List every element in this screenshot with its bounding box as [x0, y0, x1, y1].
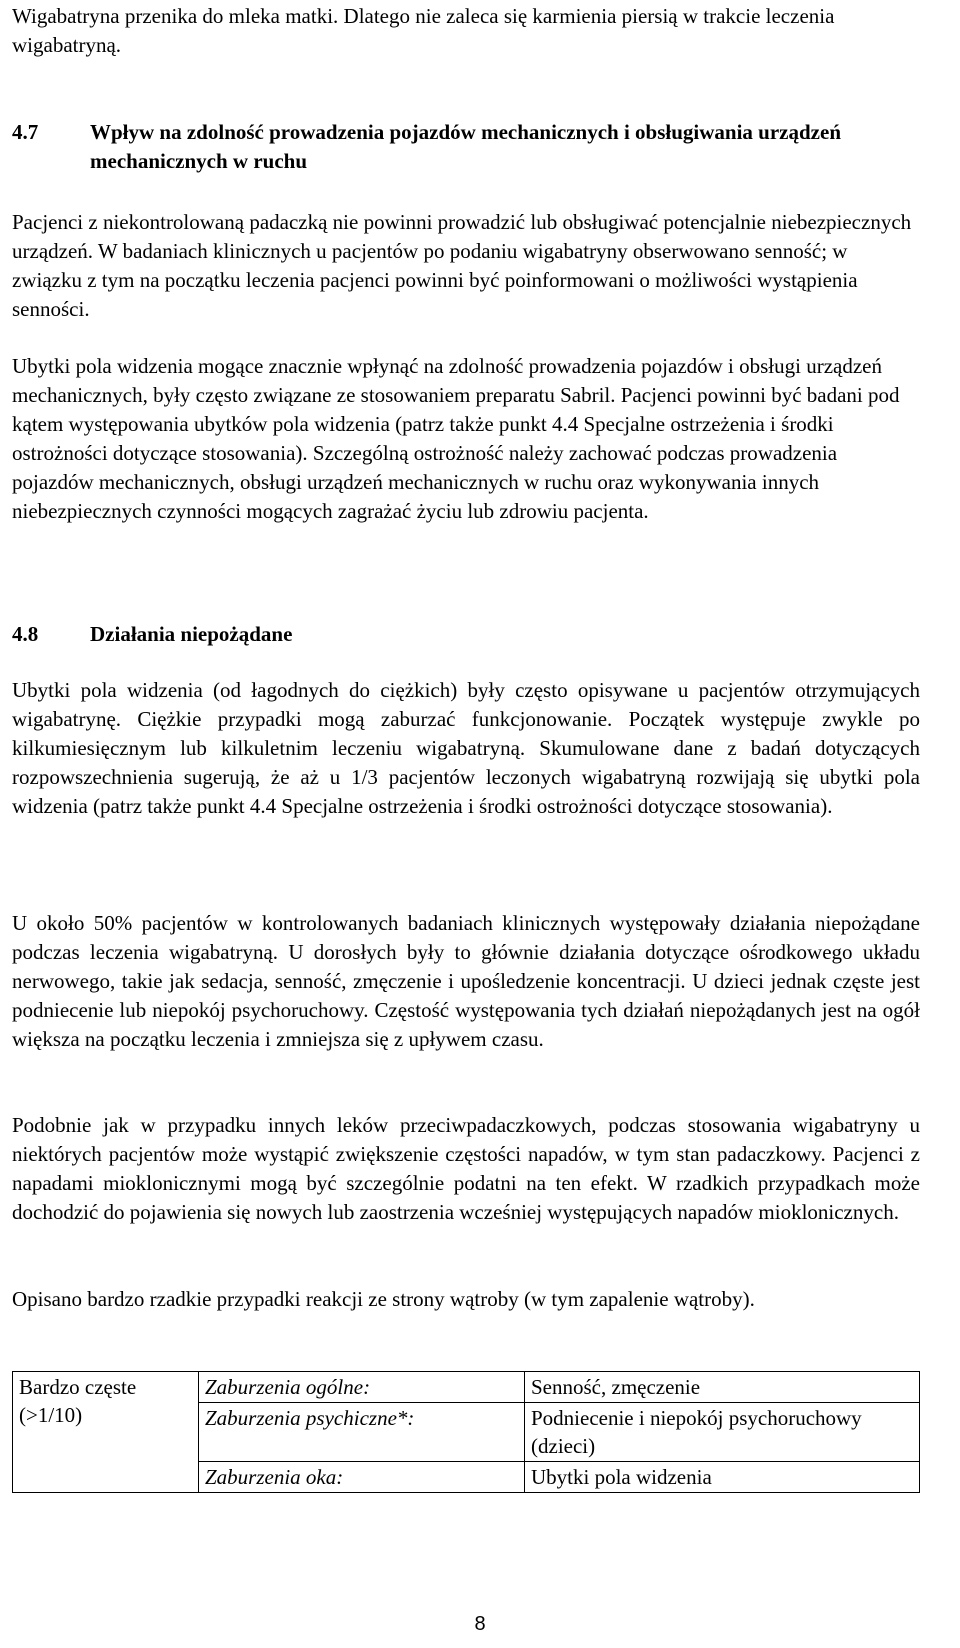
adverse-effects-table [12, 1371, 920, 1493]
frequency-cell [13, 1372, 199, 1493]
paragraph-driving-1: Pacjenci z niekontrolowaną padaczką nie powinni prowadzić lub obsługiwać potencjalnie niebezpiecznych urządzeń. W badaniach klinicznych u pacjentów po podaniu wigabatryny obserwowano senność; w związku z tym na początku leczenia pacjenci powinni być poinformowani o możliwości wystąpienia senności. [12, 210, 912, 321]
paragraph-adverse-4: Opisano bardzo rzadkie przypadki reakcji ze strony wątroby (w tym zapalenie wątroby). [12, 1287, 755, 1311]
paragraph-breastfeeding: Wigabatryna przenika do mleka matki. Dlatego nie zaleca się karmienia piersią w trakcie leczenia wigabatryną. [12, 4, 835, 57]
section-number: 4.7 [12, 120, 39, 144]
section-number: 4.8 [12, 622, 39, 646]
table-row [13, 1372, 920, 1403]
section-heading-4-7 [12, 118, 920, 176]
page-number: 8 [474, 1613, 486, 1635]
organ-class-cell: Zaburzenia oka: [199, 1462, 525, 1493]
organ-class-cell: Zaburzenia ogólne: [199, 1372, 525, 1403]
section-title: Wpływ na zdolność prowadzenia pojazdów mechanicznych i obsługiwania urządzeń mechanicznych w ruchu [90, 120, 842, 173]
section-title: Działania niepożądane [90, 622, 293, 646]
effect-cell: Podniecenie i niepokój psychoruchowy (dzieci) [525, 1403, 920, 1462]
paragraph-driving-2: Ubytki pola widzenia mogące znacznie wpłynąć na zdolność prowadzenia pojazdów i obsługi urządzeń mechanicznych, były często związane ze stosowaniem preparatu Sabril. Pacjenci powinni być badani pod kątem występowania ubytków pola widzenia (patrz także punkt 4.4 Specjalne ostrzeżenia i środki ostrożności dotyczące stosowania). Szczególną ostrożność należy zachować podczas prowadzenia pojazdów mechanicznych, obsługi urządzeń mechanicznych w ruchu oraz wykonywania innych niebezpiecznych czynności mogących zagrażać życiu lub zdrowiu pacjenta. [12, 354, 900, 523]
section-heading-4-8 [12, 620, 920, 649]
organ-class-cell: Zaburzenia psychiczne*: [199, 1403, 525, 1462]
frequency-range: (>1/10) [19, 1403, 83, 1427]
effect-cell: Senność, zmęczenie [525, 1372, 920, 1403]
paragraph-adverse-3: Podobnie jak w przypadku innych leków przeciwpadaczkowych, podczas stosowania wigabatryny u niektórych pacjentów może wystąpić zwiększenie częstości napadów, w tym stan padaczkowy. Pacjenci z napadami mioklonicznymi mogą być szczególnie podatni na ten efekt. W rzadkich przypadkach może dochodzić do pojawienia się nowych lub zaostrzenia wcześniej występujących napadów mioklonicznych. [12, 1113, 920, 1224]
effect-cell: Ubytki pola widzenia [525, 1462, 920, 1493]
paragraph-adverse-2: U około 50% pacjentów w kontrolowanych badaniach klinicznych występowały działania niepożądane podczas leczenia wigabatryną. U dorosłych były to głównie działania dotyczące ośrodkowego układu nerwowego, takie jak sedacja, senność, zmęczenie i upośledzenie koncentracji. U dzieci jednak częste jest podniecenie lub niepokój psychoruchowy. Częstość występowania tych działań niepożądanych jest na ogół większa na początku leczenia i zmniejsza się z upływem czasu. [12, 911, 920, 1051]
paragraph-adverse-1: Ubytki pola widzenia (od łagodnych do ciężkich) były często opisywane u pacjentów otrzymujących wigabatrynę. Ciężkie przypadki mogą zaburzać funkcjonowanie. Początek występuje zwykle po kilkumiesięcznym lub kilkuletnim leczeniu wigabatryną. Skumulowane dane z badań dotyczących rozpowszechnienia sugerują, że aż u 1/3 pacjentów leczonych wigabatryną rozwijają się ubytki pola widzenia (patrz także punkt 4.4 Specjalne ostrzeżenia i środki ostrożności dotyczące stosowania). [12, 678, 920, 818]
frequency-label: Bardzo częste [19, 1375, 137, 1399]
